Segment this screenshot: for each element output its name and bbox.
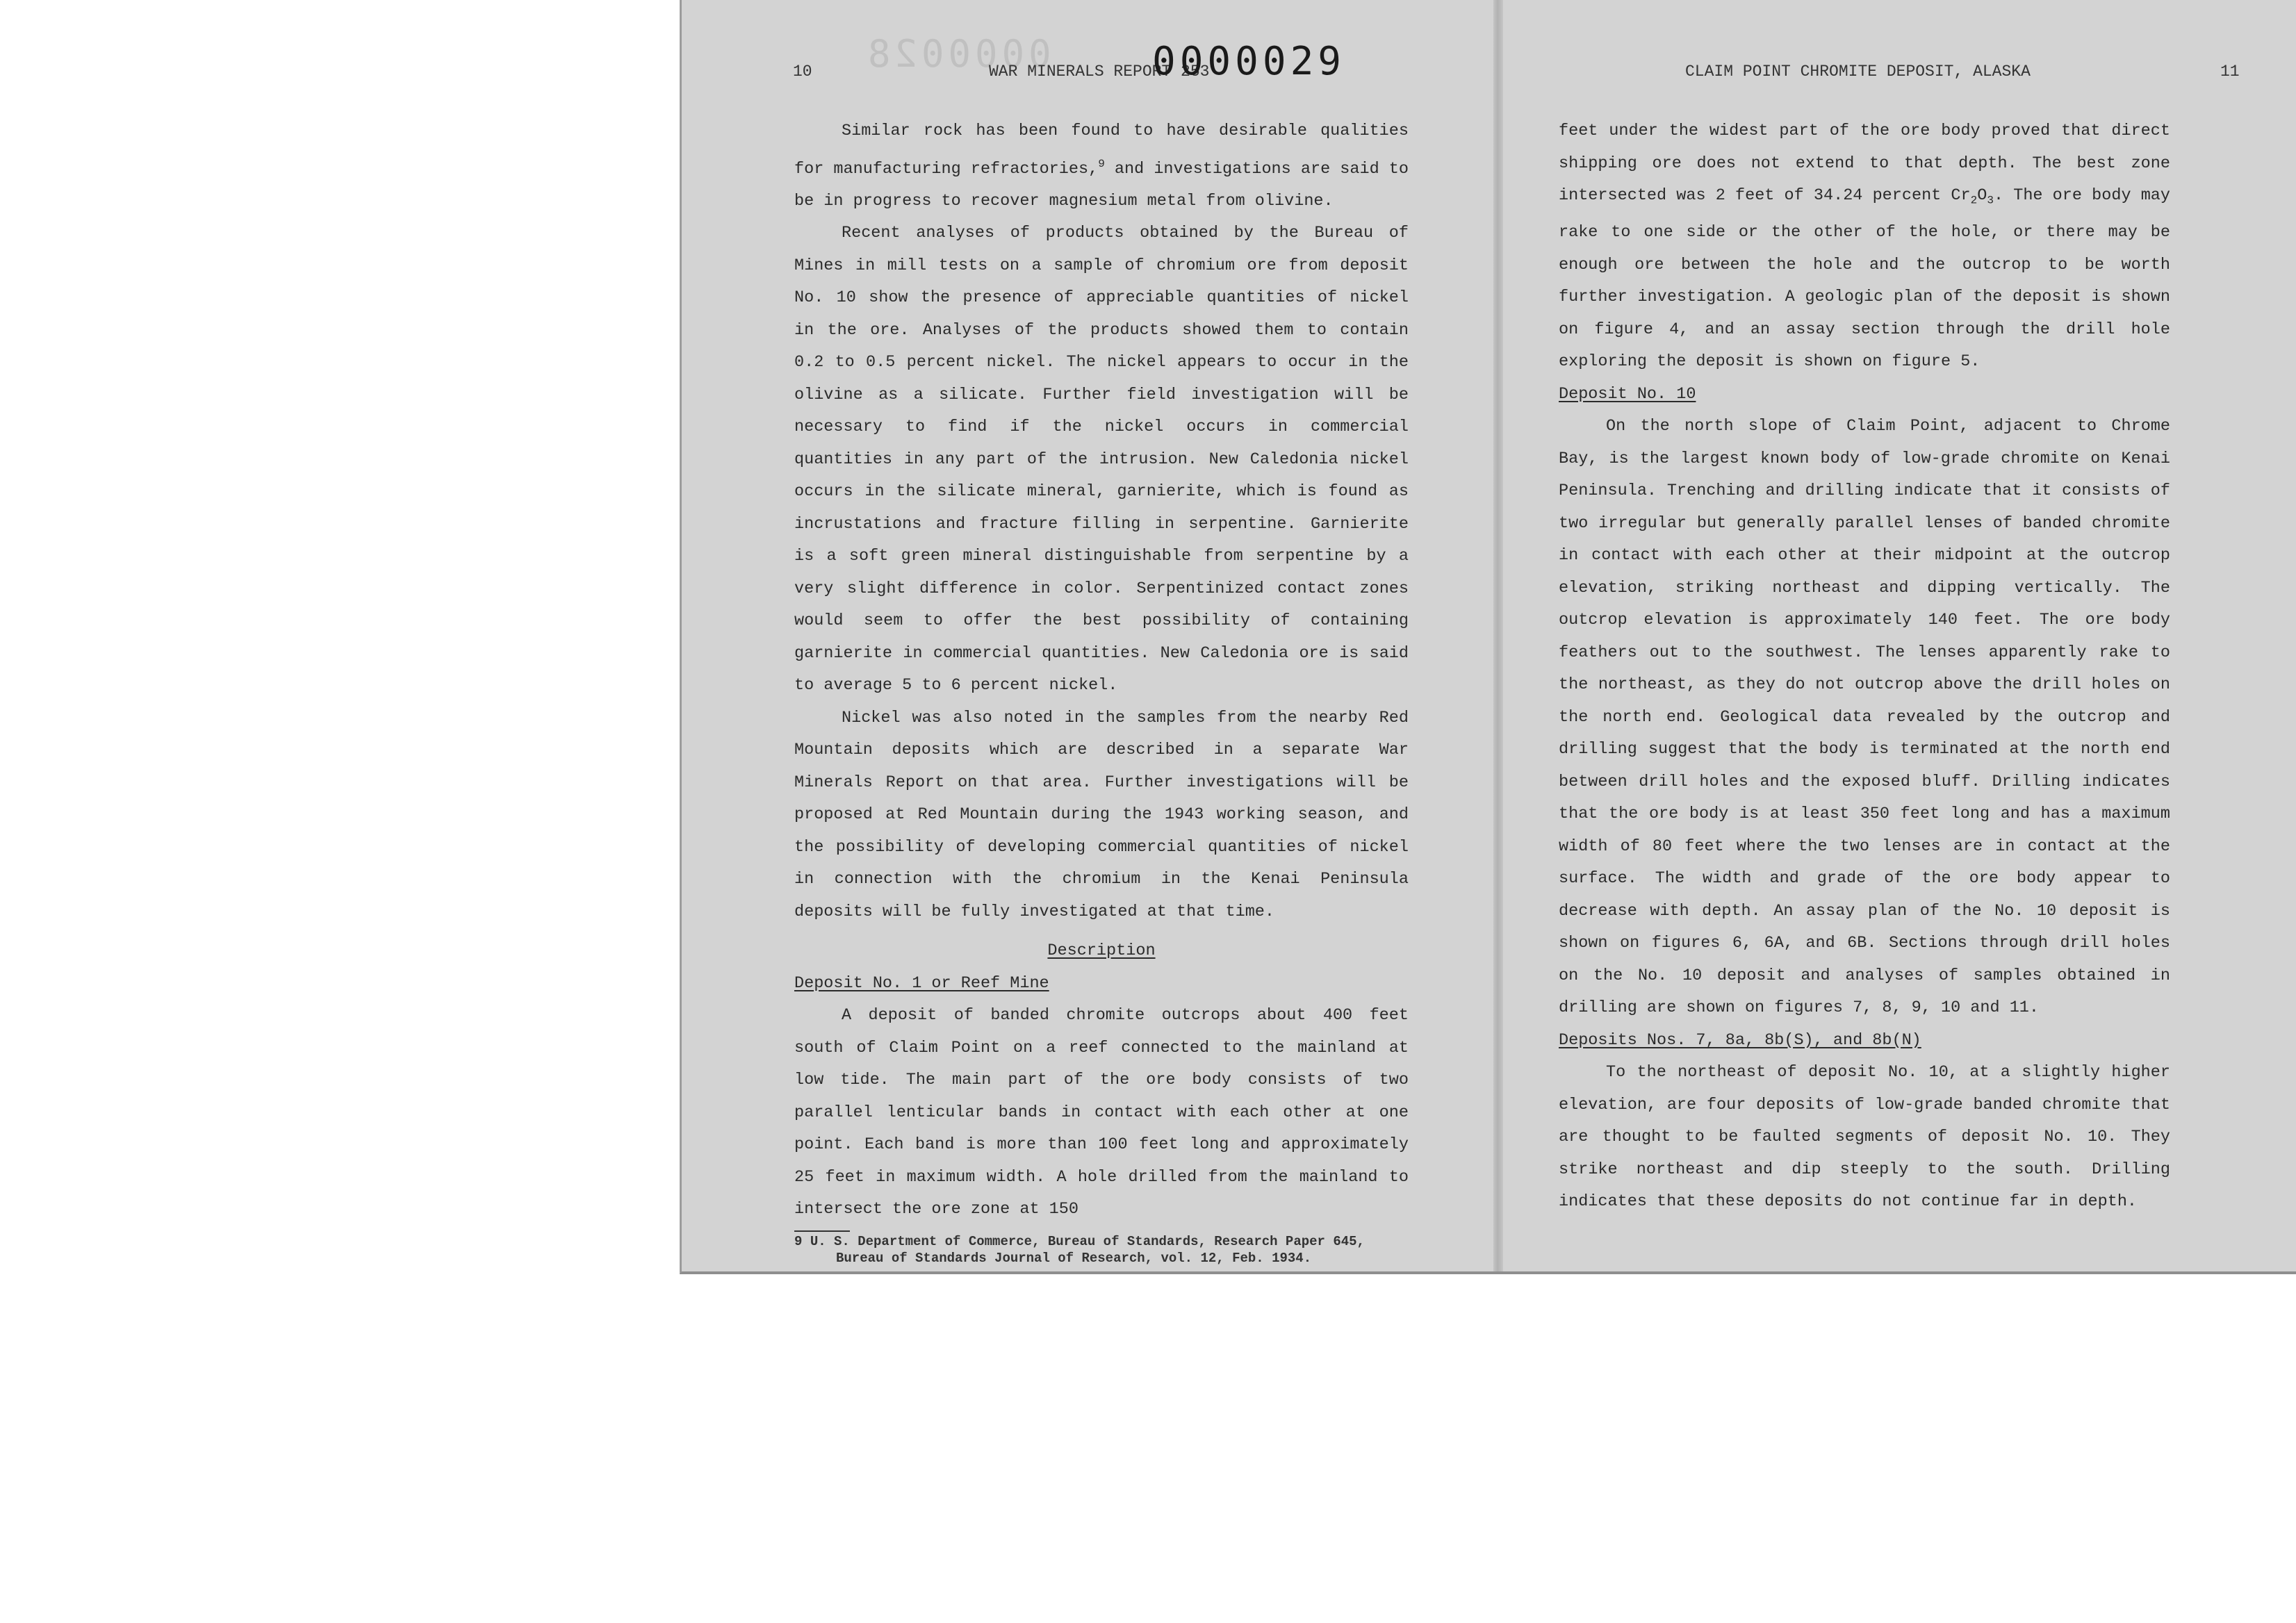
paragraph-drill-hole: feet under the widest part of the ore body proved that direct shipping ore does not extend to that depth. The best zone intersected was 2 feet of 34.24 percent $Cr_2O_3$. The ore body may rake to one side or the other of the hole, or there may be enough ore between the hole and the outcrop to be worth further investigation. A geologic plan of the deposit is shown on figure 4, and an assay section through the drill hole exploring the deposit is shown on figure 5.: [1559, 122, 2171, 372]
left-text-column: [794, 115, 1409, 1267]
document-number-stamp: 0000029: [1152, 39, 1346, 84]
left-running-head: WAR MINERALS REPORT 253: [989, 63, 1210, 81]
section-heading: Description: [1047, 941, 1156, 961]
footnote: 9 U. S. Department of Commerce, Bureau of Standards, Research Paper 645, Bureau of Standards Journal of Research, vol. 12, Feb. 1934.: [794, 1233, 1365, 1266]
footnote-reference: 9: [1098, 157, 1105, 170]
left-page-number: 10: [793, 63, 812, 81]
right-page-number: 11: [2220, 63, 2240, 81]
deposit-1-heading: Deposit No. 1 or Reef Mine: [794, 973, 1049, 993]
paragraph-refractories: Similar rock has been found to have desirable qualities for manufacturing refractories,$^9$ and investigations are said to be in progress to recover magnesium metal from olivine.: [794, 122, 1409, 211]
paragraph-red-mountain: Nickel was also noted in the samples from the nearby Red Mountain deposits which are described in a separate War Minerals Report on that area. Further investigations will be proposed at Red Mountain during the 1943 working season, and the possibility of developing commercial quantities of nickel in connection with the chromium in the Kenai Peninsula deposits will be fully investigated at that time.: [794, 708, 1409, 921]
left-page: [682, 0, 1493, 1271]
right-running-head: CLAIM POINT CHROMITE DEPOSIT, ALASKA: [1685, 63, 2031, 81]
deposits-7-8-heading: Deposits Nos. 7, 8a, 8b(S), and 8b(N): [1559, 1030, 1921, 1050]
book-gutter: [1493, 0, 1503, 1271]
paragraph-nickel-analyses: Recent analyses of products obtained by the Bureau of Mines in mill tests on a sample of chromium ore from deposit No. 10 show the presence of appreciable quantities of nickel in the ore. Analyses of the products showed them to contain 0.2 to 0.5 percent nickel. The nickel appears to occur in the olivine as a silicate. Further field investigation will be necessary to find if the nickel occurs in commercial quantities in any part of the intrusion. New Caledonia nickel occurs in the silicate mineral, garnierite, which is found as incrustations and fracture filling in serpentine. Garnierite is a soft green mineral distinguishable from serpentine by a very slight difference in color. Serpentinized contact zones would seem to offer the best possibility of containing garnierite in commercial quantities. New Caledonia ore is said to average 5 to 6 percent nickel.: [794, 224, 1409, 695]
show-through-stamp: 0000028: [864, 32, 1051, 76]
paragraph-deposit-1: A deposit of banded chromite outcrops about 400 feet south of Claim Point on a reef connected to the mainland at low tide. The main part of the ore body consists of two parallel lenticular bands in contact with each other at one point. Each band is more than 100 feet long and approximately 25 feet in maximum width. A hole drilled from the mainland to intersect the ore zone at 150: [794, 1006, 1409, 1219]
paragraph-deposit-10: On the north slope of Claim Point, adjacent to Chrome Bay, is the largest known body of low-grade chromite on Kenai Peninsula. Trenching and drilling indicate that it consists of two irregular but generally parallel lenses of banded chromite in contact with each other at their midpoint at the outcrop elevation, striking northeast and dipping vertically. The outcrop elevation is approximately 140 feet. The ore body feathers out to the southwest. The lenses apparently rake to the northeast, as they do not outcrop above the drill holes on the north end. Geological data revealed by the outcrop and drilling suggest that the body is terminated at the north end between drill holes and the exposed bluff. Drilling indicates that the ore body is at least 350 feet long and has a maximum width of 80 feet where the two lenses are in contact at the surface. The width and grade of the ore body appear to decrease with depth. An assay plan of the No. 10 deposit is shown on figures 6, 6A, and 6B. Sections through drill holes on the No. 10 deposit and analyses of samples obtained in drilling are shown on figures 7, 8, 9, 10 and 11.: [1559, 417, 2170, 1018]
right-page: [1503, 0, 2296, 1271]
deposit-10-heading: Deposit No. 10: [1559, 384, 1696, 404]
right-text-column: [1559, 115, 2170, 1219]
book-spread: [680, 0, 2296, 1274]
footnote-rule: [794, 1230, 850, 1232]
paragraph-deposits-7-8: To the northeast of deposit No. 10, at a slightly higher elevation, are four deposits of low-grade banded chromite that are thought to be faulted segments of deposit No. 10. They strike northeast and dip steeply to the south. Drilling indicates that these deposits do not continue far in depth.: [1559, 1063, 2170, 1212]
